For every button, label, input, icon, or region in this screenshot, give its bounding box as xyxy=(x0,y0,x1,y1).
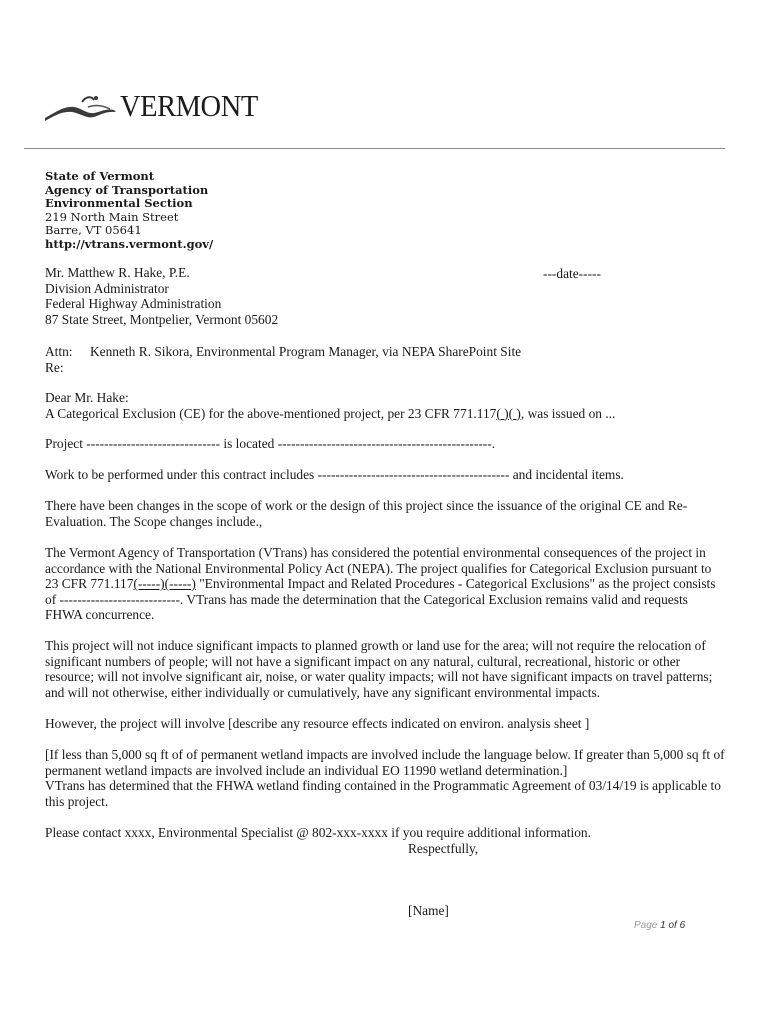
sender-agency: Agency of Transportation xyxy=(45,182,209,197)
logo-wordmark: VERMONT xyxy=(120,88,258,123)
recipient-address: 87 State Street, Montpelier, Vermont 05602 xyxy=(45,311,279,327)
attn-text: Kenneth R. Sikora, Environmental Program Manager, via NEPA SharePoint Site xyxy=(90,344,522,359)
salutation-block xyxy=(45,390,725,421)
scope-paragraph: There have been changes in the scope of work or the design of this project since the issuance of the original CE and Re-Evaluation. The Scope changes include., xyxy=(45,498,688,529)
impacts-paragraph: This project will not induce significant impacts to planned growth or land use for the area; will not require the relocation of significant numbers of people; will not have a significant impact on any natural, cultural, recreational, historic or other resource; will not involve significant air, noise, or water quality impacts; will not have significant impacts on travel patterns; and will not otherwise, either individually or cumulatively, have any significant environmental impacts. xyxy=(45,638,713,700)
recipient-name: Mr. Matthew R. Hake, P.E. xyxy=(45,265,190,280)
sender-street: 219 North Main Street xyxy=(45,209,179,224)
nepa-paragraph xyxy=(45,545,725,623)
nepa-text: The Vermont Agency of Transportation (VTrans) has considered the potential environmental consequences of the project in accordance with the National Environmental Policy Act (NEPA). The project qualifies for Categorical Exclusion pursuant to 23 CFR 771.117 xyxy=(45,545,712,592)
page-current: 1 xyxy=(660,920,666,931)
page-of-word: of xyxy=(668,920,677,931)
work-line: Work to be performed under this contract includes ------------------------------------------- and incidental items. xyxy=(45,467,624,482)
ce-line xyxy=(45,406,725,422)
signature-name: [Name] xyxy=(408,903,449,918)
attn-label: Attn: xyxy=(45,344,73,359)
ce-line-end: , was issued on ... xyxy=(520,405,616,421)
page-total: 6 xyxy=(679,920,686,931)
sender-city: Barre, VT 05641 xyxy=(45,223,142,237)
however-paragraph: However, the project will involve [describe any resource effects indicated on environ. analysis sheet ] xyxy=(45,716,590,731)
letter-date: ---date----- xyxy=(543,266,601,281)
page-word: Page xyxy=(634,920,658,931)
page-number xyxy=(634,920,685,931)
wetland-finding-paragraph: VTrans has determined that the FHWA wetland finding contained in the Programmatic Agreement of 03/14/19 is applicable to this project. xyxy=(45,778,721,809)
wetland-block xyxy=(45,747,725,809)
attn-block xyxy=(45,344,725,375)
sender-state: State of Vermont xyxy=(45,169,155,183)
nepa-text-end: "Environmental Impact and Related Procedures - Categorical Exclusions" as the project consists of ---------------------------. VTrans has made the determination that the Categorical Exclusion remains valid and requests FHWA concurrence. xyxy=(45,576,716,623)
recipient-org: Federal Highway Administration xyxy=(45,296,222,312)
recipient-title: Division Administrator xyxy=(45,280,169,296)
ce-line-text: A Categorical Exclusion (CE) for the above-mentioned project, per 23 CFR 771.117 xyxy=(45,405,497,421)
salutation: Dear Mr. Hake: xyxy=(45,390,129,405)
sender-section: Environmental Section xyxy=(45,196,193,210)
ce-line-citation: ( )( ) xyxy=(496,405,521,421)
re-label: Re: xyxy=(45,359,64,375)
contact-paragraph: Please contact xxxx, Environmental Specialist @ 802-xxx-xxxx if you require additional information. xyxy=(45,825,591,840)
vermont-logo xyxy=(44,88,258,124)
mountain-swoosh-icon xyxy=(44,88,126,124)
closing: Respectfully, xyxy=(408,841,479,856)
project-line: Project ------------------------------ is located ------------------------------------------------. xyxy=(45,436,496,451)
sender-address-block xyxy=(45,170,213,251)
sender-website-link[interactable]: http://vtrans.vermont.gov/ xyxy=(45,236,214,251)
header-divider xyxy=(24,148,725,149)
nepa-citation: (-----)(-----) xyxy=(133,576,196,592)
wetland-paragraph: [If less than 5,000 sq ft of of permanent wetland impacts are involved include the language below. If greater than 5,000 sq ft of permanent wetland impacts are involved include an individual EO 11990 wetland determination.] xyxy=(45,747,725,778)
recipient-block xyxy=(45,265,725,327)
